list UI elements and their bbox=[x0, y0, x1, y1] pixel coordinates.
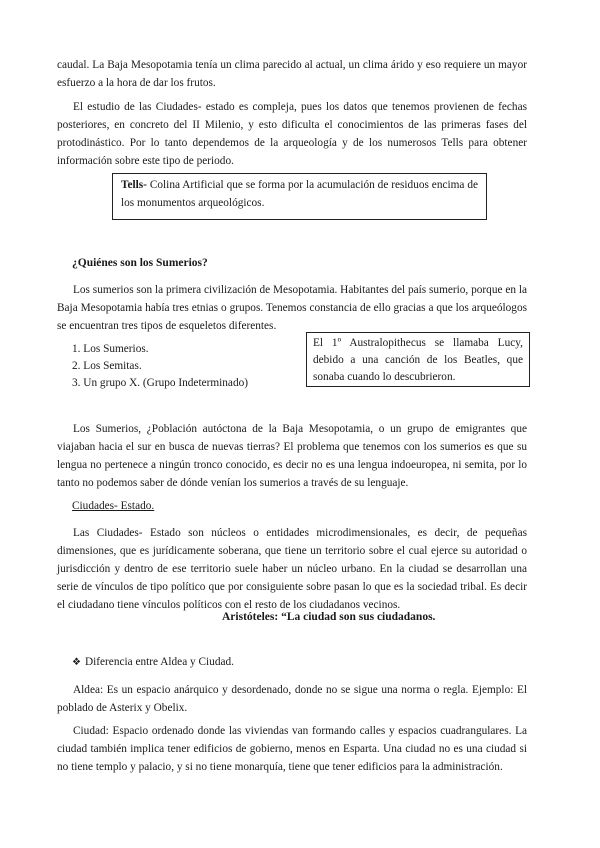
tells-definition-box bbox=[112, 173, 487, 220]
paragraph-ciudades-estado-estudio: El estudio de las Ciudades- estado es compleja, pues los datos que tenemos provienen de fechas posteriores, en concreto del II Milenio, y esto dificulta el conocimientos de las primeras fases del protodinástico. Por lo tanto dependemos de la arqueología y de los numerosos Tells para obtener información sobre este tipo de periodo. bbox=[57, 101, 527, 167]
paragraph-ciudad: Ciudad: Espacio ordenado donde las viviendas van formando calles y espacios cuadrangulares. La ciudad también implica tener edificios de gobierno, menos en Esparta. Una ciudad no es una ciudad si no tiene templo y palacio, y si no tiene monarquía, tiene que tener edificios para la administración. bbox=[57, 725, 527, 773]
groups-list bbox=[72, 341, 248, 392]
tells-term: Tells- bbox=[121, 179, 147, 191]
heading-quienes-sumerios: ¿Quiénes son los Sumerios? bbox=[72, 257, 208, 269]
list-item: 1. Los Sumerios. bbox=[72, 343, 149, 355]
list-item: 3. Un grupo X. (Grupo Indeterminado) bbox=[72, 377, 249, 389]
paragraph-sumerios-intro: Los sumerios son la primera civilización de Mesopotamia. Habitantes del país sumerio, porque en la Baja Mesopotamia había tres etnias o grupos. Tenemos constancia de ello gracias a que los arqueólogos se encuentran tres tipos de esqueletos diferentes. bbox=[57, 284, 527, 332]
paragraph-aldea: Aldea: Es un espacio anárquico y desordenado, donde no se sigue una norma o regla. Ejemplo: El poblado de Asterix y Obelix. bbox=[57, 684, 527, 714]
bullet-text: Diferencia entre Aldea y Ciudad. bbox=[84, 656, 234, 668]
list-item: 2. Los Semitas. bbox=[72, 360, 142, 372]
paragraph-sumerios-origen: Los Sumerios, ¿Población autóctona de la Baja Mesopotamia, o un grupo de emigrantes que viajaban hacia el sur en busca de nuevas tierras? El problema que tenemos con los sumerios es que su lengua no pertenece a ningún tronco conocido, es decir no es una lengua indoeuropea, ni semita, por lo tanto no podemos saber de dónde venían los sumerios a través de su lenguaje. bbox=[57, 423, 527, 489]
four-diamond-bullet-icon: ❖ bbox=[72, 657, 81, 668]
tells-definition: Colina Artificial que se forma por la acumulación de residuos encima de los monumentos arqueológicos. bbox=[121, 179, 478, 209]
bullet-diferencia bbox=[72, 656, 234, 668]
paragraph-ciudades-estado-definicion: Las Ciudades- Estado son núcleos o entidades microdimensionales, es decir, de pequeñas dimensiones, que es jurídicamente soberana, que tiene un territorio sobre el cual ejerce su autoridad o jurisdicción y dentro de ese territorio suele haber un núcleo urbano. En la ciudad se desarrollan una serie de vínculos de tipo político que por consiguiente sobre pasan lo que es la sociedad tribal. Es decir el ciudadano tiene vínculos políticos con el resto de los ciudadanos vecinos. bbox=[57, 527, 527, 611]
paragraph-caudal: caudal. La Baja Mesopotamia tenía un clima parecido al actual, un clima árido y eso requiere un mayor esfuerzo a la hora de dar los frutos. bbox=[57, 59, 527, 89]
lucy-note-box: El 1º Australopithecus se llamaba Lucy, debido a una canción de los Beatles, que sonaba cuando lo descubrieron. bbox=[306, 332, 530, 387]
heading-ciudades-estado: Ciudades- Estado. bbox=[72, 500, 155, 512]
aristoteles-quote: Aristóteles: “La ciudad son sus ciudadanos. bbox=[222, 611, 436, 623]
